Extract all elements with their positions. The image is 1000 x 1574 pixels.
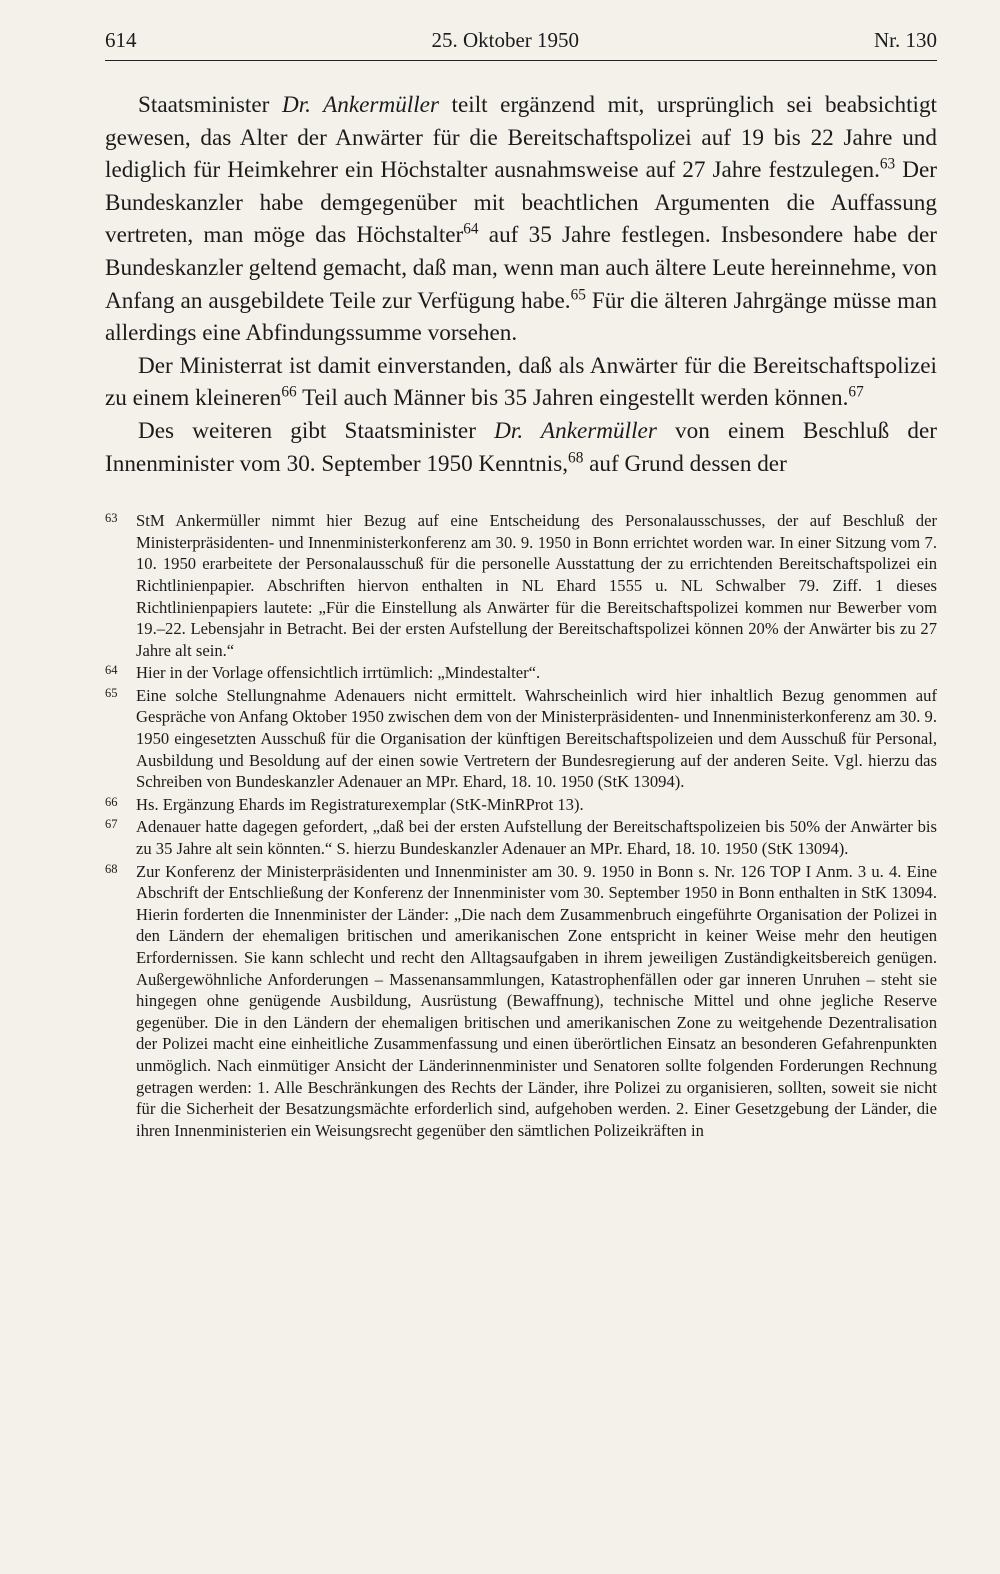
- footnote-text: StM Ankermüller nimmt hier Bezug auf eine Entscheidung des Personalausschusses, der auf Beschluß der Ministerpräsidenten- und Innenministerkonferenz am 30. 9. 1950 in Bonn errichtet worden war. In einer Sitzung vom 7. 10. 1950 erarbeitete der Personalausschuß für die personelle Ausstattung der zu errichtenden Bereitschaftspolizei ein Richtlinienpapier. Abschriften hiervon enthalten in NL Ehard 1555 u. NL Schwalber 79. Ziff. 1 dieses Richtlinienpapiers lautete: „Für die Einstellung als Anwärter für die Bereitschaftspolizei kommen nur Bewerber vom 19.–22. Lebensjahr in Betracht. Bei der ersten Aufstellung der Bereitschaftspolizei können 20% der Anwärter bis zu 27 Jahre alt sein.“: [136, 511, 937, 660]
- header-date: 25. Oktober 1950: [431, 28, 580, 52]
- paragraph-1: Staatsminister Dr. Ankermüller teilt ergänzend mit, ursprünglich sei beabsichtigt gewesen, das Alter der Anwärter für die Bereitschaftspolizei auf 19 bis 22 Jahre und lediglich für Heimkehrer ein Höchstalter ausnahmsweise auf 27 Jahre festzulegen.$^{63}$ Der Bundeskanzler habe demgegenüber mit beachtlichen Argumenten die Auffassung vertreten, man möge das Höchstalter$^{64}$ auf 35 Jahre festlegen. Insbesondere habe der Bundeskanzler geltend gemacht, daß man, wenn man auch ältere Leute hereinnehme, von Anfang an ausgebildete Teile zur Verfügung habe.$^{65}$ Für die älteren Jahrgänge müsse man allerdings eine Abfindungssumme vorsehen.: [105, 92, 937, 347]
- footnote-text: Eine solche Stellungnahme Adenauers nicht ermittelt. Wahrscheinlich wird hier inhaltlich Bezug genommen auf Gespräche von Anfang Oktober 1950 zwischen dem von der Ministerpräsidenten- und Innenministerkonferenz am 30. 9. 1950 eingesetzten Ausschuß für die Organisation der künftigen Bereitschaftspolizeien und dem Ausschuß für Personal, Ausbildung und Besoldung auf der einen sowie Vertretern der Bundesregierung auf der anderen Seite. Vgl. hierzu das Schreiben von Bundeskanzler Adenauer an MPr. Ehard, 18. 10. 1950 (StK 13094).: [136, 685, 937, 792]
- footnote-number: 64: [105, 663, 118, 678]
- main-text: [105, 89, 937, 480]
- footnote-number: 65: [105, 685, 118, 700]
- page-number: 614: [105, 28, 137, 52]
- footnote-63: [105, 510, 937, 661]
- footnote-text: Hier in der Vorlage offensichtlich irrtümlich: „Mindestalter“.: [136, 663, 541, 683]
- footnote-ref-65[interactable]: 65: [570, 286, 586, 304]
- footnote-ref-63[interactable]: 63: [879, 155, 896, 173]
- speaker-name: Dr. Ankermüller: [281, 92, 439, 118]
- footnote-text: Zur Konferenz der Ministerpräsidenten und Innenminister am 30. 9. 1950 in Bonn s. Nr. 126 TOP I Anm. 3 u. 4. Eine Abschrift der Entschließung der Konferenz der Innenminister vom 30. September 1950 in Bonn enthalten in StK 13094. Hierin forderten die Innenminister der Länder: „Die nach dem Zusammenbruch eingeführte Organisation der Polizei in den Ländern der ehemaligen britischen und amerikanischen Zone entspricht in keiner Weise mehr den heutigen Erfordernissen. Sie kann schlecht und recht den Alltagsaufgaben in ihrem jeweiligen Zuständigkeitsbereich genügen. Außergewöhnliche Anforderungen – Massenansammlungen, Katastrophenfällen oder gar inneren Unruhen – steht sie hingegen ohne genügende Ausbildung, Ausrüstung (Bewaffnung), technische Mittel und ohne jegliche Reserve gegenüber. Die in den Ländern der ehemaligen britischen und amerikanischen Zone zu weitgehende Dezentralisation der Polizei macht eine einheitliche Zusammenfassung und einen überörtlichen Einsatz an besonderen Gefahrenpunkten unmöglich. Nach einmütiger Ansicht der Länderinnenminister und Senatoren sollte folgenden Forderungen Rechnung getragen werden: 1. Alle Beschränkungen des Rechts der Länder, ihre Polizei zu organisieren, sollten, soweit sie nicht für die Sicherheit der Besatzungsmächte erforderlich sind, aufgehoben werden. 2. Einer Gesetzgebung der Länder, die ihren Innenministerien ein Weisungsrecht gegenüber den sämtlichen Polizeikräften in: [136, 861, 937, 1140]
- footnotes: [105, 510, 937, 1141]
- footnote-65: [105, 685, 937, 793]
- footnote-text: Adenauer hatte dagegen gefordert, „daß bei der ersten Aufstellung der Bereitschaftspolizeien bis 50% der Anwärter bis zu 35 Jahre alt sein könnten.“ S. hierzu Bundeskanzler Adenauer an MPr. Ehard, 18. 10. 1950 (StK 13094).: [136, 817, 937, 859]
- footnote-number: 66: [105, 794, 118, 809]
- page-header: [105, 28, 937, 61]
- issue-number: Nr. 130: [873, 28, 937, 52]
- footnote-number: 63: [105, 511, 118, 526]
- footnote-66: [105, 794, 937, 816]
- footnote-ref-64[interactable]: 64: [463, 220, 479, 238]
- speaker-name: Dr. Ankermüller: [494, 417, 657, 444]
- paragraph-3: Des weiteren gibt Staatsminister Dr. Ankermüller von einem Beschluß der Innenminister vom 30. September 1950 Kenntnis,$^{68}$ auf Grund dessen der: [105, 417, 937, 477]
- footnote-68: [105, 861, 937, 1142]
- document-page: [105, 28, 937, 1142]
- footnote-number: 67: [105, 817, 118, 832]
- footnote-number: 68: [105, 861, 118, 876]
- footnote-text: Hs. Ergänzung Ehards im Registraturexemplar (StK-MinRProt 13).: [136, 794, 584, 814]
- footnote-ref-68[interactable]: 68: [568, 449, 584, 467]
- footnote-ref-67[interactable]: 67: [848, 383, 864, 401]
- paragraph-2: Der Ministerrat ist damit einverstanden, daß als Anwärter für die Bereitschaftspolizei zu einem kleineren$^{66}$ Teil auch Männer bis 35 Jahren eingestellt werden können.$^{67}$: [105, 352, 937, 412]
- footnote-ref-66[interactable]: 66: [281, 383, 297, 401]
- footnote-64: [105, 662, 937, 684]
- footnote-67: [105, 816, 937, 859]
